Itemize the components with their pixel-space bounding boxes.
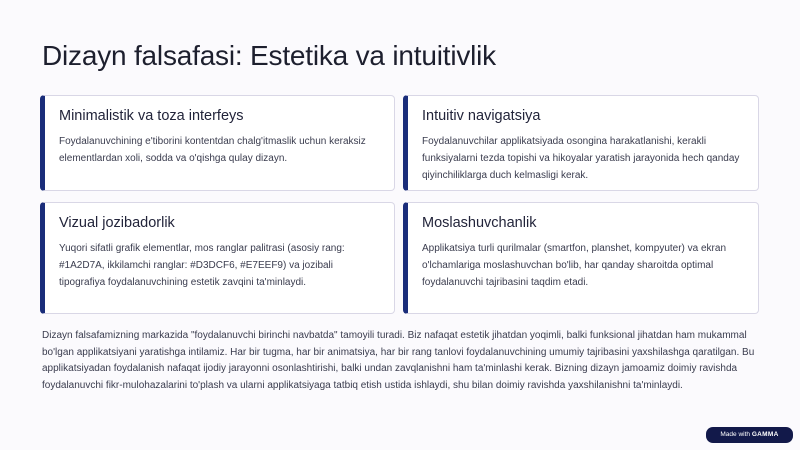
card-text: Foydalanuvchining e'tiborini kontentdan chalg'itmaslik uchun keraksiz elementlardan xoli, sodda va o'qishga qulay dizayn. bbox=[59, 136, 366, 164]
card-minimalistic-interface bbox=[40, 95, 395, 191]
card-text: Foydalanuvchilar applikatsiyada osongina harakatlanishi, kerakli funksiyalarni tezda topishi va hikoyalar yaratish jarayonida hech qanday qiyinchiliklarga duch kelmasligi kerak. bbox=[422, 136, 740, 181]
card-title: Intuitiv navigatsiya bbox=[422, 108, 541, 124]
card-visual-appeal bbox=[40, 202, 395, 314]
card-intuitive-navigation bbox=[403, 95, 759, 191]
card-text: Applikatsiya turli qurilmalar (smartfon, planshet, kompyuter) va ekran o'lchamlariga moslashuvchan bo'lib, har qanday sharoitda optimal foydalanuvchi tajribasini taqdim etadi. bbox=[422, 243, 727, 288]
made-with-gamma-badge[interactable] bbox=[706, 427, 793, 443]
slide-title: Dizayn falsafasi: Estetika va intuitivlik bbox=[42, 40, 496, 71]
card-text: Yuqori sifatli grafik elementlar, mos ranglar palitrasi (asosiy rang: #1A2D7A, ikkilamchi ranglar: #D3DCF6, #E7EEF9) va jozibali tipografiya foydalanuvchining estetik zavqini ta'minlaydi. bbox=[59, 243, 345, 288]
card-title: Vizual jozibadorlik bbox=[59, 215, 175, 231]
body-paragraph: Dizayn falsafamizning markazida "foydalanuvchi birinchi navbatda" tamoyili turadi. Biz nafaqat estetik jihatdan yoqimli, balki funksional jihatdan ham mukammal bo'lgan applikatsiyani yaratishga intilamiz. Har bir tugma, har bir animatsiya, har bir rang tanlovi foydalanuvchining umumiy tajribasini yaxshilashga qaratilgan. Bu applikatsiyadan foydalanish nafaqat ijodiy jarayonni osonlashtirishi, balki undan zavqlanishni ham ta'minlashi kerak. Bizning dizayn jamoamiz doimiy ravishda foydalanuvchi fikr-mulohazalarini to'plash va ularni applikatsiyaga tatbiq etish ustida ishlaydi, shu bilan doimiy ravishda yaxshilanishni ta'minlaydi. bbox=[42, 330, 755, 391]
card-title: Minimalistik va toza interfeys bbox=[59, 108, 244, 124]
card-title: Moslashuvchanlik bbox=[422, 215, 537, 231]
card-adaptability bbox=[403, 202, 759, 314]
badge-brand: GAMMA bbox=[751, 431, 779, 438]
badge-prefix: Made with bbox=[720, 431, 751, 438]
